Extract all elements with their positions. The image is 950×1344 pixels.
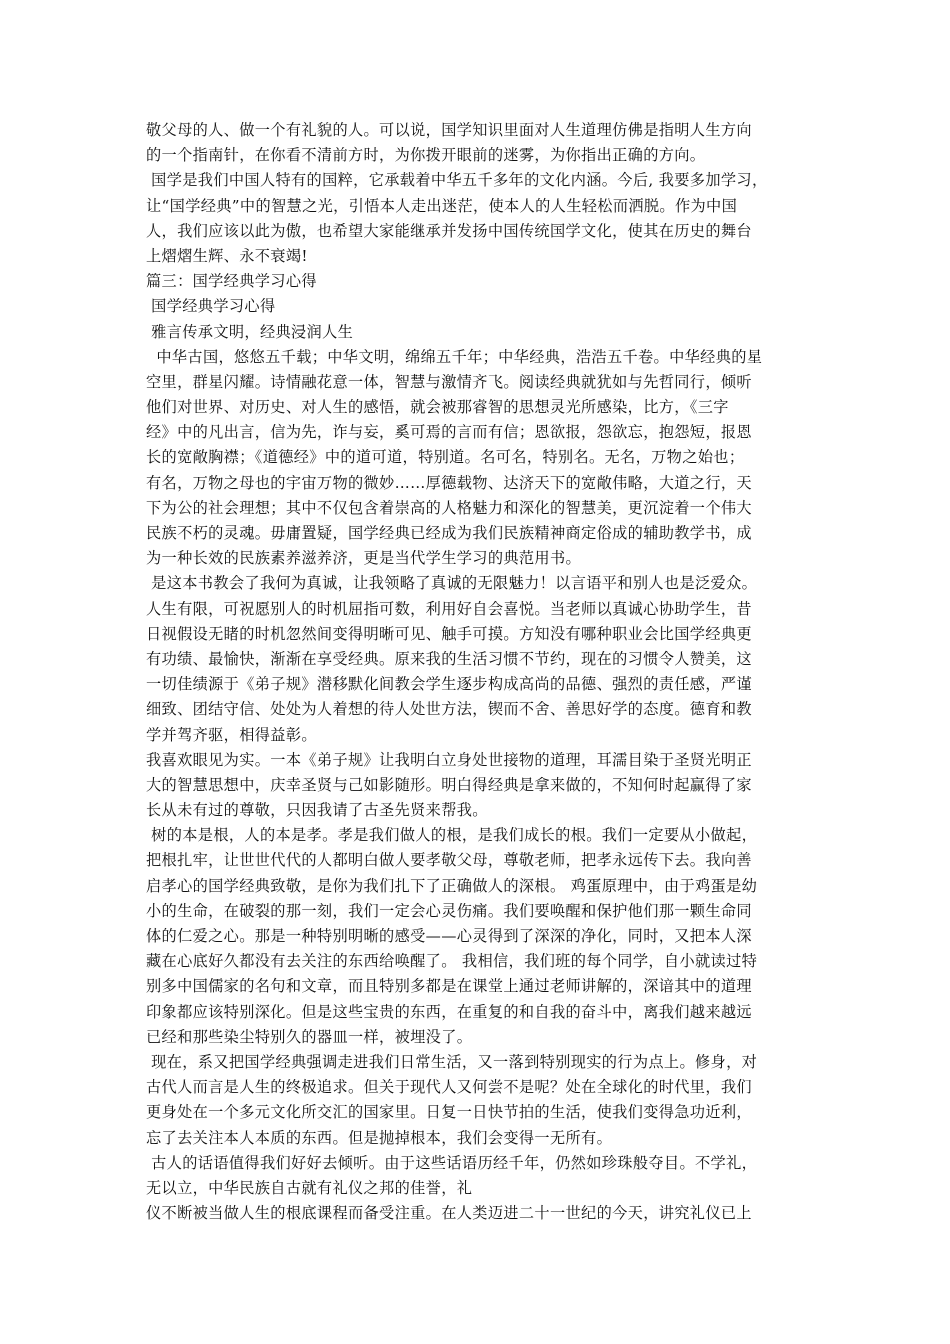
text-line: 仪不断被当做人生的根底课程而备受注重。在人类迈进二十一世纪的今天，讲究礼仪已上: [146, 1204, 752, 1223]
text-line: 下为公的社会理想；其中不仅包含着崇高的人格魅力和深化的智慧美，更沉淀着一个伟大: [146, 498, 752, 517]
text-line: 有名，万物之母也的宇宙万物的微妙……厚德载物、达济天下的宽敞伟略，大道之行，天: [146, 473, 752, 492]
text-line: 印象都应该特别深化。但是这些宝贵的东西，在重复的和自我的奋斗中，离我们越来越远: [146, 1002, 752, 1021]
text-line: 体的仁爱之心。那是一种特别明晰的感受——心灵得到了深深的净化，同时，又把本人深: [146, 927, 752, 945]
text-line: 上熠熠生辉、永不衰竭!: [146, 246, 308, 265]
section-heading: 篇三：国学经典学习心得: [146, 272, 317, 291]
text-line: 敬父母的人、做一个有礼貌的人。可以说，国学知识里面对人生道理仿佛是指明人生方向: [146, 121, 752, 139]
text-line: 古代人而言是人生的终极追求。但关于现代人又何尝不是呢？处在全球化的时代里，我们: [146, 1078, 752, 1097]
text-line: 民族不朽的灵魂。毋庸置疑，国学经典已经成为我们民族精神商定俗成的辅助教学书，成: [146, 524, 752, 542]
text-line: 国学是我们中国人特有的国粹，它承载着中华五千多年的文化内涵。今后, 我要多加学习，: [146, 171, 768, 190]
text-line: 启孝心的国学经典致敬，是你为我们扎下了正确做人的深根。 鸡蛋原理中，由于鸡蛋是幼: [146, 876, 758, 895]
text-line: 小的生命，在破裂的那一刻，我们一定会心灵伤痛。我们要唤醒和保护他们那一颗生命同: [146, 901, 752, 920]
text-line: 长从未有过的尊敬，只因我请了古圣先贤来帮我。: [146, 801, 488, 820]
text-line: 藏在心底好久都没有去关注的东西给唤醒了。 我相信，我们班的每个同学，自小就读过特: [146, 952, 758, 971]
text-line: 忘了去关注本人本质的东西。但是抛掉根本，我们会变得一无所有。: [146, 1128, 613, 1147]
text-line: 经》中的凡出言，信为先，诈与妄，奚可焉的言而有信；恩欲报，怨欲忘，抱怨短，报恩: [146, 423, 752, 442]
text-line: 为一种长效的民族素养滋养济，更是当代学生学习的典范用书。: [146, 549, 582, 568]
text-line: 无以立，中华民族自古就有礼仪之邦的佳誉，礼: [146, 1178, 473, 1197]
text-line: 古人的话语值得我们好好去倾听。由于这些话语历经千年，仍然如珍珠般夺目。不学礼，: [146, 1153, 758, 1172]
text-line: 他们对世界、对历史、对人生的感悟，就会被那睿智的思想灵光所感染，比方，《三字: [146, 398, 729, 417]
text-line: 大的智慧思想中，庆幸圣贤与己如影随形。明白得经典是拿来做的，不知何时起赢得了家: [146, 775, 752, 794]
document-body: [146, 118, 811, 1226]
text-line: 中华古国，悠悠五千载；中华文明，绵绵五千年；中华经典，浩浩五千卷。中华经典的星: [146, 347, 763, 366]
text-line: 学并驾齐驱，相得益彰。: [146, 725, 317, 744]
text-line: 的一个指南针，在你看不清前方时，为你拨开眼前的迷雾，为你指出正确的方向。: [146, 146, 706, 165]
text-line: 一切佳绩源于《弟子规》潜移默化间教会学生逐步构成高尚的品德、强烈的责任感，严谨: [146, 675, 752, 694]
article-subtitle: 雅言传承文明，经典浸润人生: [146, 322, 354, 341]
text-line: 人，我们应该以此为傲，也希望大家能继承并发扬中国传统国学文化，使其在历史的舞台: [146, 221, 752, 240]
text-line: 别多中国儒家的名句和文章，而且特别多都是在课堂上通过老师讲解的，深谙其中的道理: [146, 977, 752, 996]
text-line: 人生有限，可祝愿别人的时机屈指可数，利用好自会喜悦。当老师以真诚心协助学生，昔: [146, 599, 752, 618]
text-line: 长的宽敞胸襟；《道德经》中的道可道，特别道。名可名，特别名。无名，万物之始也；: [146, 448, 745, 467]
text-line: 空里，群星闪耀。诗情融花意一体，智慧与激情齐飞。阅读经典就犹如与先哲同行，倾听: [146, 372, 752, 391]
text-line: 让“国学经典”中的智慧之光，引悟本人走出迷茫，使本人的人生轻松而洒脱。作为中国: [146, 196, 738, 215]
text-line: 树的本是根，人的本是孝。孝是我们做人的根，是我们成长的根。我们一定要从小做起，: [146, 826, 758, 845]
text-line: 细致、团结守信、处处为人着想的待人处世方法，锲而不舍、善思好学的态度。德育和教: [146, 700, 752, 719]
text-line: 日视假设无睹的时机忽然间变得明晰可见、触手可摸。方知没有哪种职业会比国学经典更: [146, 624, 752, 643]
text-line: 把根扎牢，让世世代代的人都明白做人要孝敬父母，尊敬老师，把孝永远传下去。我向善: [146, 851, 752, 870]
text-line: 现在，系又把国学经典强调走进我们日常生活，又一落到特别现实的行为点上。修身，对: [146, 1052, 758, 1071]
text-line: 已经和那些染尘特别久的器皿一样，被埋没了。: [146, 1027, 473, 1046]
article-title: 国学经典学习心得: [146, 297, 276, 316]
text-line: 我喜欢眼见为实。一本《弟子规》让我明白立身处世接物的道理，耳濡目染于圣贤光明正: [146, 750, 752, 769]
text-line: 更身处在一个多元文化所交汇的国家里。日复一日快节拍的生活，使我们变得急功近利，: [146, 1103, 752, 1122]
text-line: 有功绩、最愉快，渐渐在享受经典。原来我的生活习惯不节约，现在的习惯令人赞美，这: [146, 649, 752, 668]
text-line: 是这本书教会了我何为真诚，让我领略了真诚的无限魅力！以言语平和别人也是泛爱众。: [146, 574, 758, 593]
